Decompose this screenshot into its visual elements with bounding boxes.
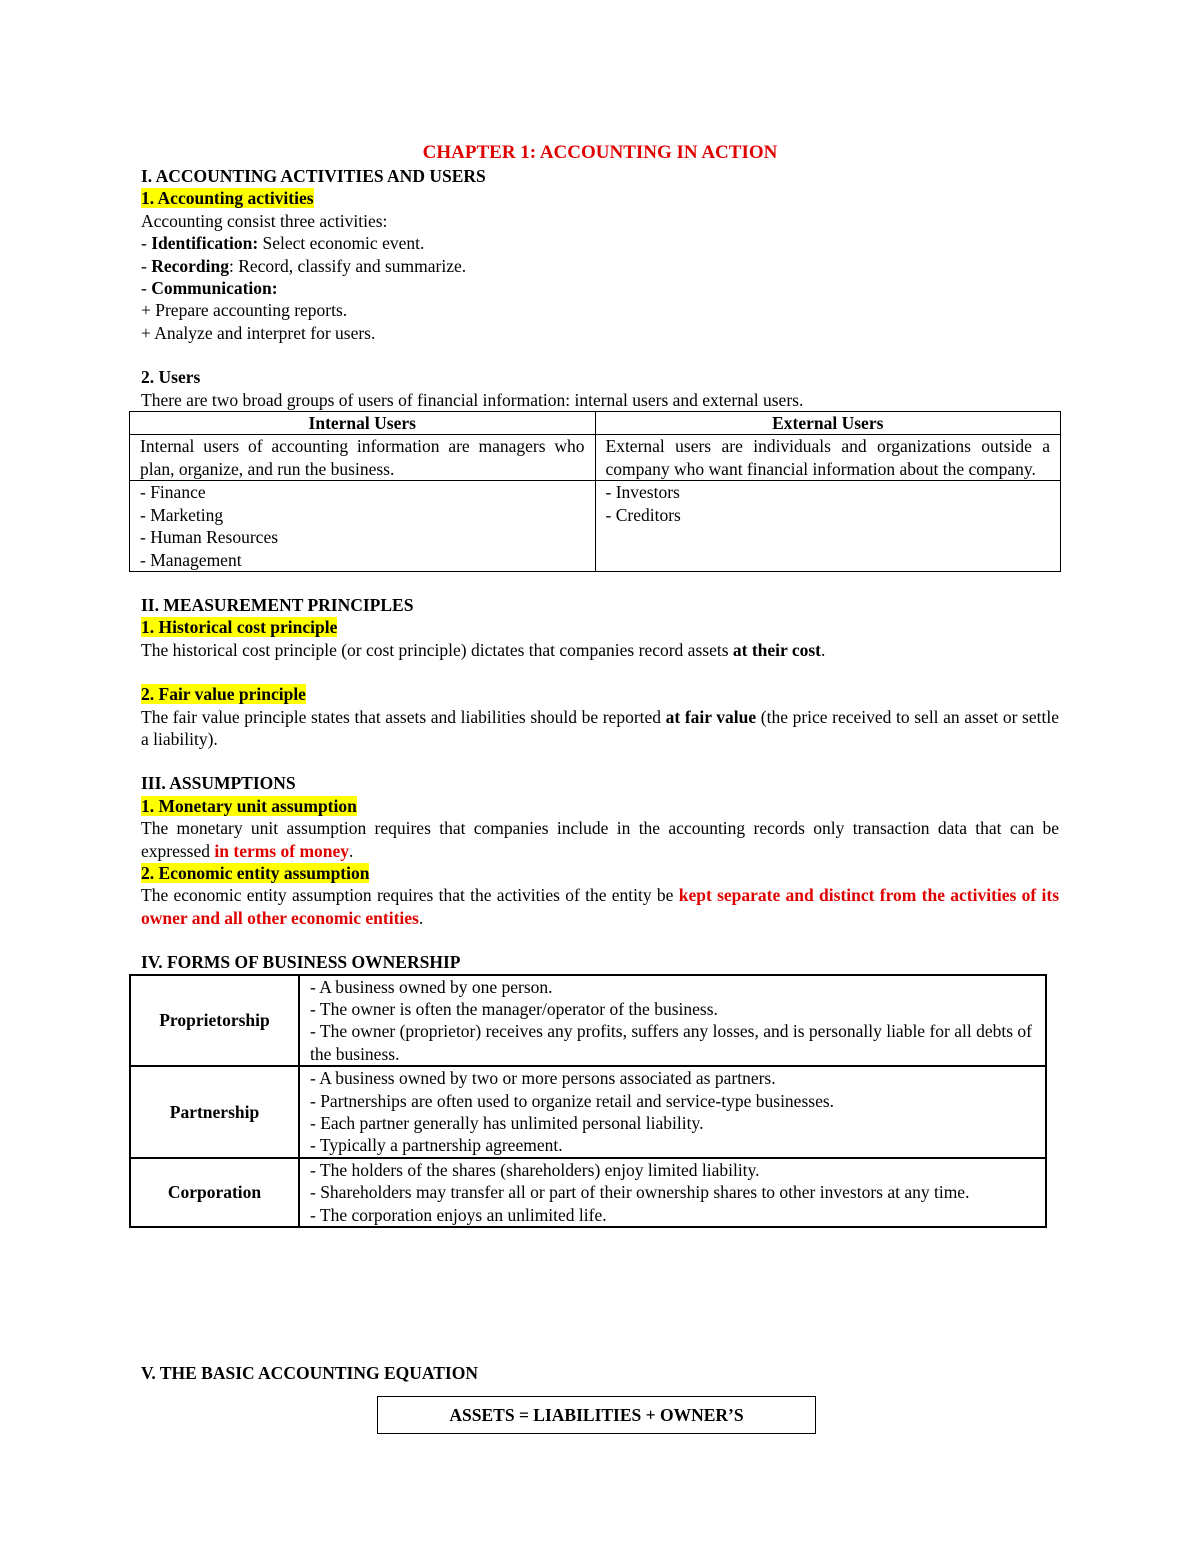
- table-row: [130, 975, 1046, 1067]
- external-users-header: External Users: [595, 412, 1061, 435]
- users-intro: There are two broad groups of users of financial information: internal users and external users.: [141, 389, 804, 410]
- fair-value-text: The fair value principle states that assets and liabilities should be reported at fair value (the price received to sell an asset or settle a liability).: [141, 706, 1059, 749]
- section-2-heading: II. MEASUREMENT PRINCIPLES: [141, 594, 414, 615]
- internal-users-header: Internal Users: [130, 412, 596, 435]
- historical-cost-text: The historical cost principle (or cost principle) dictates that companies record assets at their cost.: [141, 639, 826, 660]
- monetary-unit-text: The monetary unit assumption requires that companies include in the accounting records only transaction data that can be expressed in terms of money.: [141, 818, 1059, 861]
- subsection-users: 2. Users: [141, 367, 201, 388]
- table-row: [130, 1158, 1046, 1227]
- document-body: [141, 141, 1059, 1228]
- section-4-heading: IV. FORMS OF BUSINESS OWNERSHIP: [141, 952, 461, 973]
- chapter-title: CHAPTER 1: ACCOUNTING IN ACTION: [422, 142, 778, 163]
- subsection-economic-entity: 2. Economic entity assumption: [141, 862, 370, 883]
- users-table: [129, 411, 1061, 572]
- form-label-partnership: Partnership: [130, 1066, 299, 1158]
- form-description: - A business owned by one person. - The owner is often the manager/operator of the business. - The owner (proprietor) receives any profits, suffers any losses, and is personally liable for all debts of the business.: [299, 975, 1046, 1067]
- activity-identification: - Identification: Select economic event.: [141, 233, 425, 254]
- list-item: - Finance: [140, 482, 206, 503]
- communication-item-2: + Analyze and interpret for users.: [141, 322, 376, 343]
- section-3-heading: III. ASSUMPTIONS: [141, 773, 296, 794]
- form-description: - A business owned by two or more persons associated as partners. - Partnerships are often used to organize retail and service-type businesses. - Each partner generally has unlimited personal liability. - Typically a partnership agreement.: [299, 1066, 1046, 1158]
- list-item: - Management: [140, 549, 242, 570]
- subsection-fair-value: 2. Fair value principle: [141, 684, 306, 705]
- business-forms-table: [129, 974, 1047, 1228]
- external-users-description: External users are individuals and organizations outside a company who want financial information about the company.: [595, 435, 1061, 481]
- internal-users-description: Internal users of accounting information are managers who plan, organize, and run the business.: [130, 435, 596, 481]
- external-users-list: [595, 481, 1061, 572]
- subsection-accounting-activities: 1. Accounting activities: [141, 188, 314, 209]
- internal-users-list: [130, 481, 596, 572]
- accounting-equation-box: [377, 1396, 816, 1434]
- economic-entity-text: The economic entity assumption requires that the activities of the entity be kept separate and distinct from the activities of its owner and all other economic entities.: [141, 885, 1060, 928]
- form-description: - The holders of the shares (shareholders) enjoy limited liability. - Shareholders may transfer all or part of their ownership shares to other investors at any time. - The corporation enjoys an unlimited life.: [299, 1158, 1046, 1227]
- list-item: - Investors: [605, 482, 680, 503]
- activity-communication: - Communication:: [141, 278, 278, 299]
- activity-recording: - Recording: Record, classify and summarize.: [141, 255, 467, 276]
- subsection-historical-cost: 1. Historical cost principle: [141, 617, 338, 638]
- section-1-heading: I. ACCOUNTING ACTIVITIES AND USERS: [141, 166, 486, 186]
- table-row: [130, 1066, 1046, 1158]
- section-5-heading: V. THE BASIC ACCOUNTING EQUATION: [141, 1363, 478, 1383]
- form-label-corporation: Corporation: [130, 1158, 299, 1227]
- subsection-monetary-unit: 1. Monetary unit assumption: [141, 795, 357, 816]
- list-item: - Human Resources: [140, 527, 279, 548]
- list-item: - Marketing: [140, 504, 224, 525]
- form-label-proprietorship: Proprietorship: [130, 975, 299, 1067]
- list-item: - Creditors: [605, 504, 681, 525]
- activities-intro: Accounting consist three activities:: [141, 210, 388, 231]
- communication-item-1: + Prepare accounting reports.: [141, 300, 348, 321]
- accounting-equation: ASSETS = LIABILITIES + OWNER’S: [449, 1404, 744, 1425]
